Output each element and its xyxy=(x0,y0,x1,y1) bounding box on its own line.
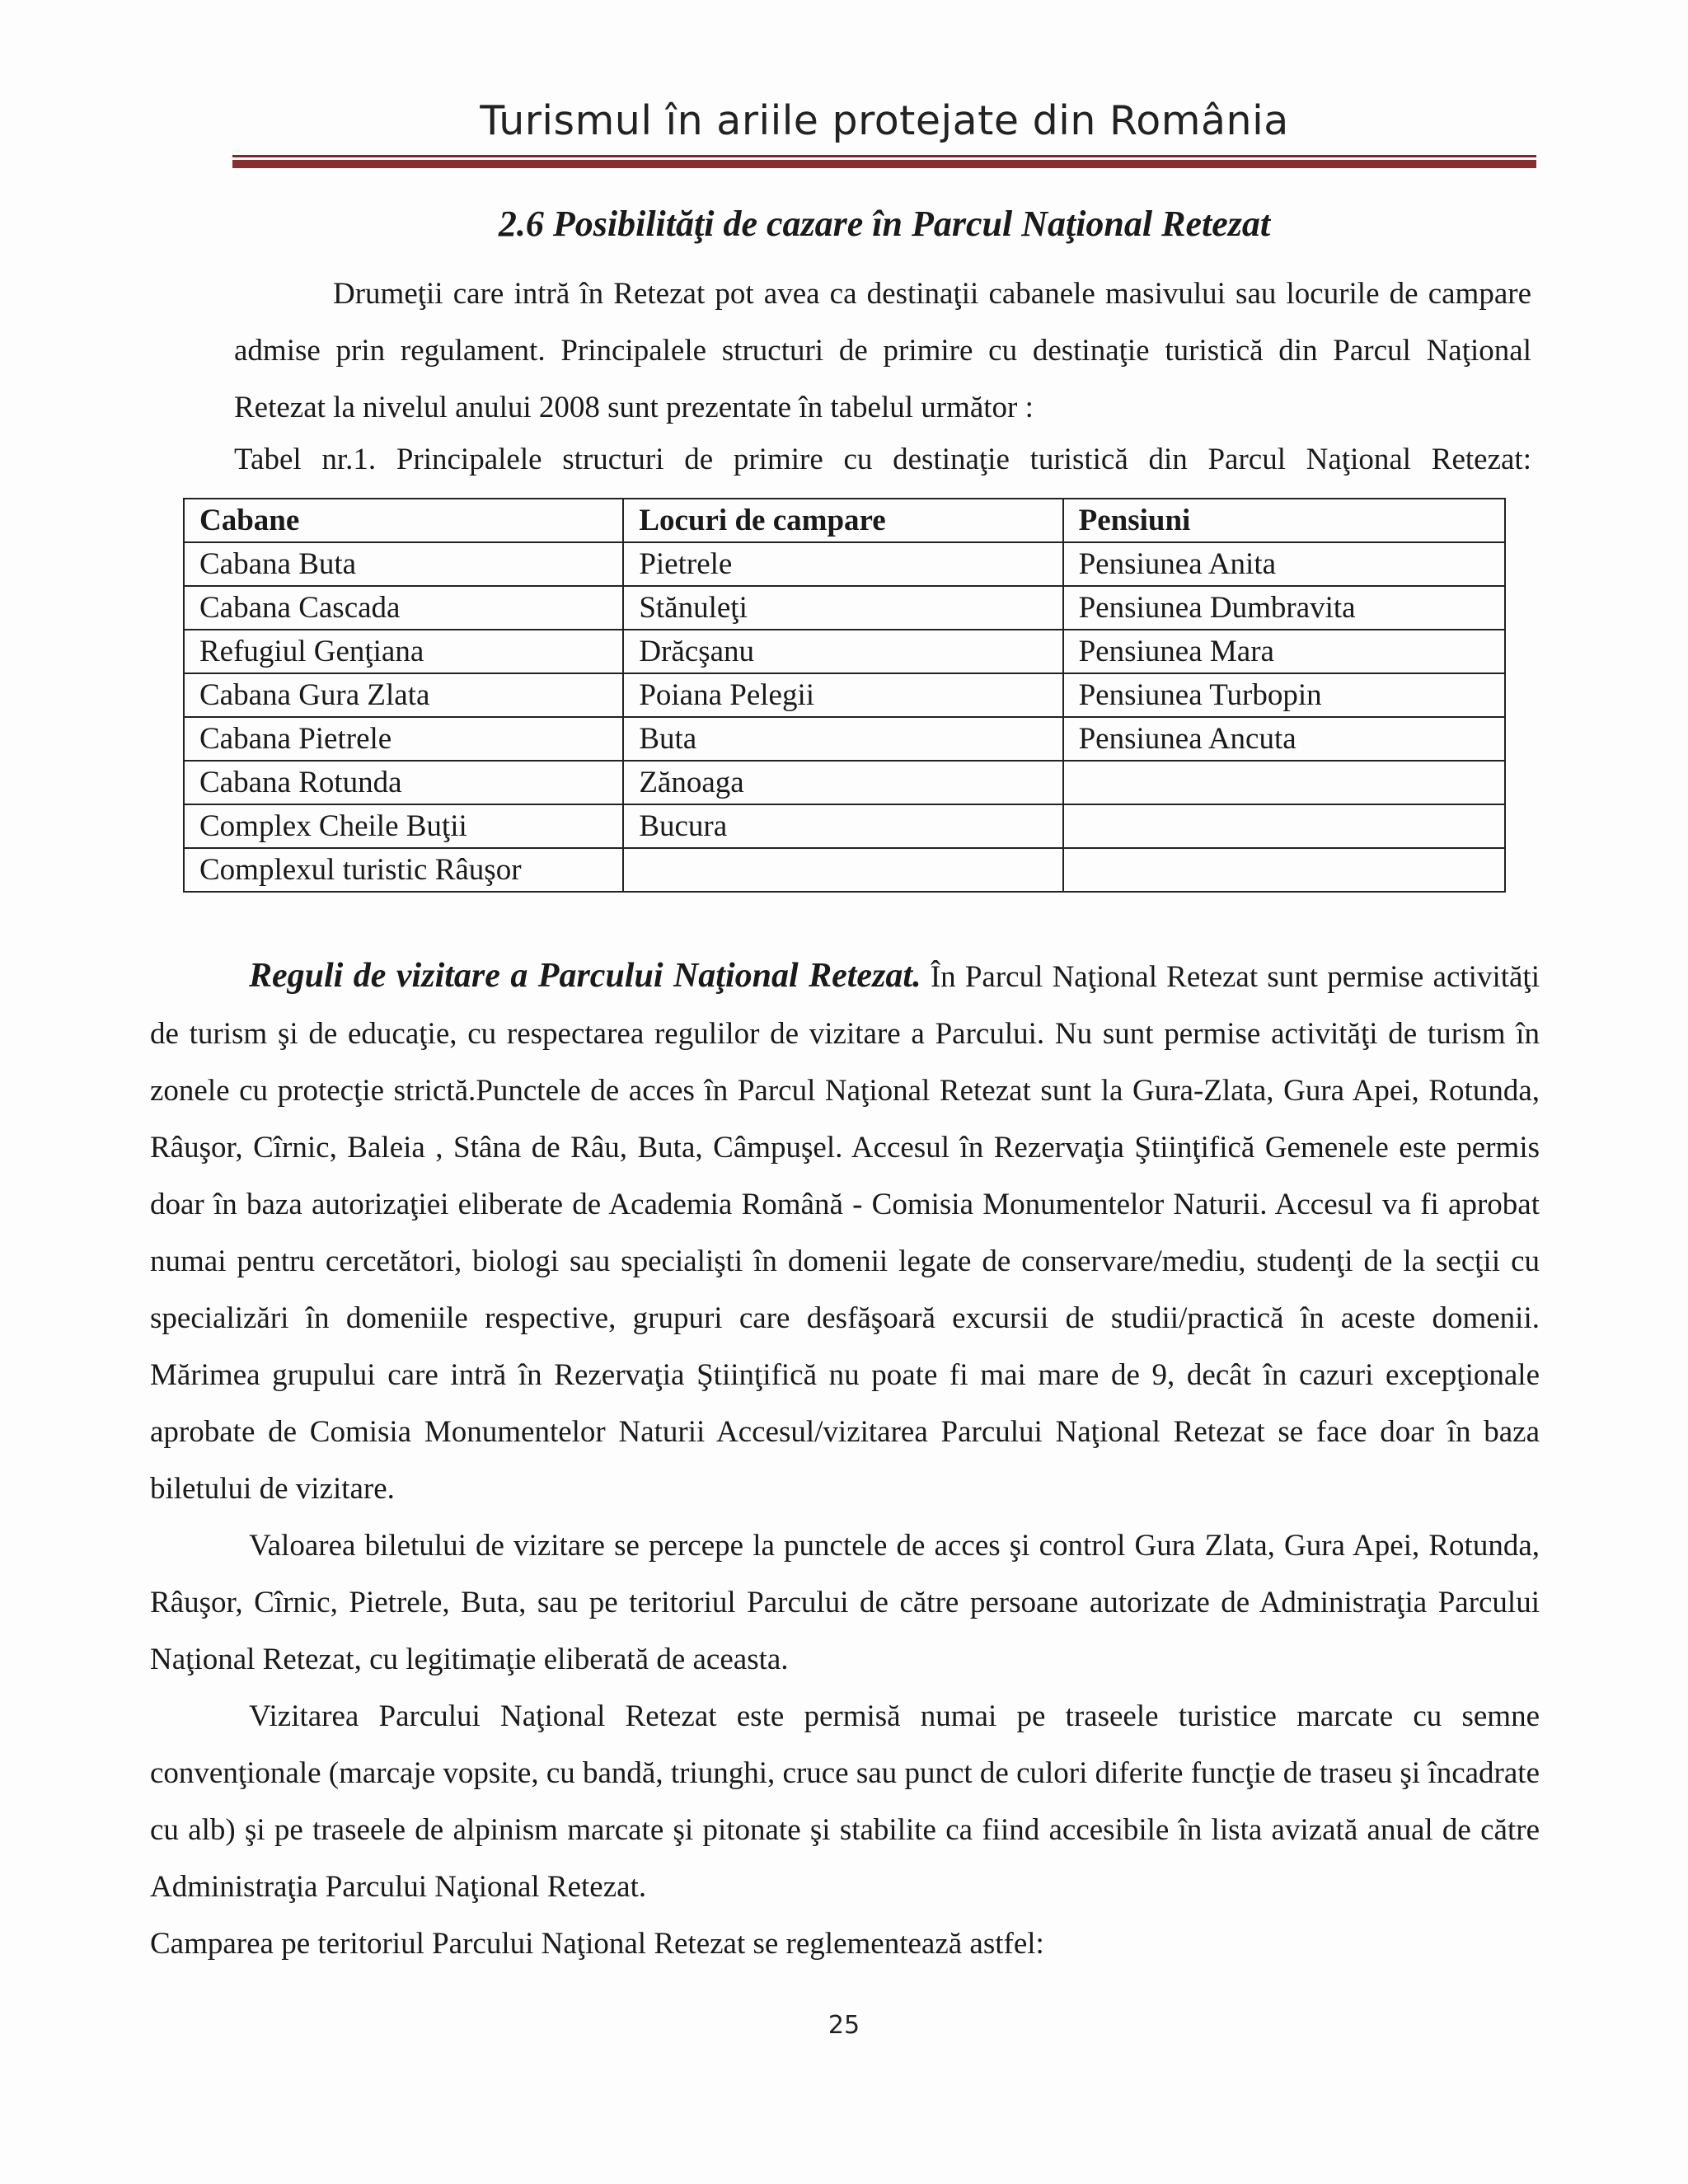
intro-text: Drumeţii care intră în Retezat pot avea ca destinaţii cabanele masivului sau locurile de campare admise prin regulament. Principalele structuri de primire cu destinaţie turistică din Parcul Naţional Retezat la nivelul anului 2008 sunt prezentate în tabelul următor : xyxy=(234,277,1531,424)
table-cell: Pietrele xyxy=(623,542,1062,586)
header-rule-thin xyxy=(232,155,1536,157)
table-cell: Pensiunea Turbopin xyxy=(1063,673,1505,717)
table-cell: Bucura xyxy=(623,804,1062,848)
table-cell xyxy=(1063,848,1505,892)
rules-text-2: Valoarea biletului de vizitare se percepe la punctele de acces şi control Gura Zlata, Gura Apei, Rotunda, Râuşor, Cîrnic, Pietrele, Buta, sau pe teritoriul Parcului de către persoane autorizate de Administraţia Parcului Naţional Retezat, cu legitimaţie eliberată de aceasta. xyxy=(150,1529,1540,1676)
table-cell: Complexul turistic Râuşor xyxy=(184,848,623,892)
rules-text-1: În Parcul Naţional Retezat sunt permise activităţi de turism şi de educaţie, cu respectarea regulilor de vizitare a Parcului. Nu sunt permise activităţi de turism în zonele cu protecţie strictă.Punctele de acces în Parcul Naţional Retezat sunt la Gura-Zlata, Gura Apei, Rotunda, Râuşor, Cîrnic, Baleia , Stâna de Râu, Buta, Câmpuşel. Accesul în Rezervaţia Ştiinţifică Gemenele este permis doar în baza autorizaţiei eliberate de Academia Română - Comisia Monumentelor Naturii. Accesul va fi aprobat numai pentru cercetători, biologi sau specialişti în domenii legate de conservare/mediu, studenţi de la secţii cu specializări în domeniile respective, grupuri care desfăşoară excursii de studii/practică în aceste domenii. Mărimea grupului care intră în Rezervaţia Ştiinţifică nu poate fi mai mare de 9, decât în cazuri excepţionale aprobate de Comisia Monumentelor Naturii Accesul/vizitarea Parcului Naţional Retezat se face doar în baza biletului de vizitare. xyxy=(150,960,1540,1506)
table-header-row xyxy=(184,499,1505,542)
header-rule-thick xyxy=(232,160,1536,168)
table-cell: Cabana Rotunda xyxy=(184,761,623,804)
table-cell: Cabana Pietrele xyxy=(184,717,623,761)
table-cell xyxy=(1063,804,1505,848)
table-cell: Pensiunea Mara xyxy=(1063,630,1505,673)
table-cell: Zănoaga xyxy=(623,761,1062,804)
rules-paragraph-1 xyxy=(150,948,1540,1517)
table-caption: Tabel nr.1. Principalele structuri de primire cu destinaţie turistică din Parcul Naţional Retezat: xyxy=(234,443,1531,476)
header-rule xyxy=(232,155,1536,168)
table-cell: Complex Cheile Buţii xyxy=(184,804,623,848)
table-cell xyxy=(623,848,1062,892)
rules-paragraph-2 xyxy=(150,1517,1540,1688)
section-title: 2.6 Posibilităţi de cazare în Parcul Naţional Retezat xyxy=(498,204,1271,244)
rules-paragraph-3 xyxy=(150,1688,1540,1915)
accommodation-table xyxy=(183,498,1506,893)
table-row xyxy=(184,673,1505,717)
rules-text-3: Vizitarea Parcului Naţional Retezat este permisă numai pe traseele turistice marcate cu semne convenţionale (marcaje vopsite, cu bandă, triunghi, cruce sau punct de culori diferite funcţie de traseu şi încadrate cu alb) şi pe traseele de alpinism marcate şi pitonate şi stabilite ca fiind accesibile în lista avizată anual de către Administraţia Parcului Naţional Retezat. xyxy=(150,1699,1540,1904)
table-row xyxy=(184,761,1505,804)
table-cell: Buta xyxy=(623,717,1062,761)
table-cell: Cabana Buta xyxy=(184,542,623,586)
table-cell: Pensiunea Ancuta xyxy=(1063,717,1505,761)
running-header: Turismul în ariile protejate din România xyxy=(480,97,1289,144)
table-row xyxy=(184,630,1505,673)
table-cell: Cabana Cascada xyxy=(184,586,623,630)
table-cell: Pensiunea Dumbravita xyxy=(1063,586,1505,630)
table-cell: Refugiul Genţiana xyxy=(184,630,623,673)
rules-paragraph-4 xyxy=(150,1915,1540,1972)
table-row xyxy=(184,542,1505,586)
table-row xyxy=(184,848,1505,892)
intro-paragraph xyxy=(234,265,1531,436)
table-row xyxy=(184,804,1505,848)
table-cell: Drăcşanu xyxy=(623,630,1062,673)
rules-section xyxy=(150,948,1540,1972)
table-header-cell: Pensiuni xyxy=(1063,499,1505,542)
table-cell: Pensiunea Anita xyxy=(1063,542,1505,586)
table-header-cell: Locuri de campare xyxy=(623,499,1062,542)
rules-lead: Reguli de vizitare a Parcului Naţional Retezat. xyxy=(249,957,921,995)
table-cell xyxy=(1063,761,1505,804)
table-row xyxy=(184,586,1505,630)
table-cell: Stănuleţi xyxy=(623,586,1062,630)
rules-text-4: Camparea pe teritoriul Parcului Naţional Retezat se reglementează astfel: xyxy=(150,1927,1044,1961)
table-cell: Cabana Gura Zlata xyxy=(184,673,623,717)
table-row xyxy=(184,717,1505,761)
table-header-cell: Cabane xyxy=(184,499,623,542)
page-number: 25 xyxy=(828,2011,860,2040)
table-cell: Poiana Pelegii xyxy=(623,673,1062,717)
